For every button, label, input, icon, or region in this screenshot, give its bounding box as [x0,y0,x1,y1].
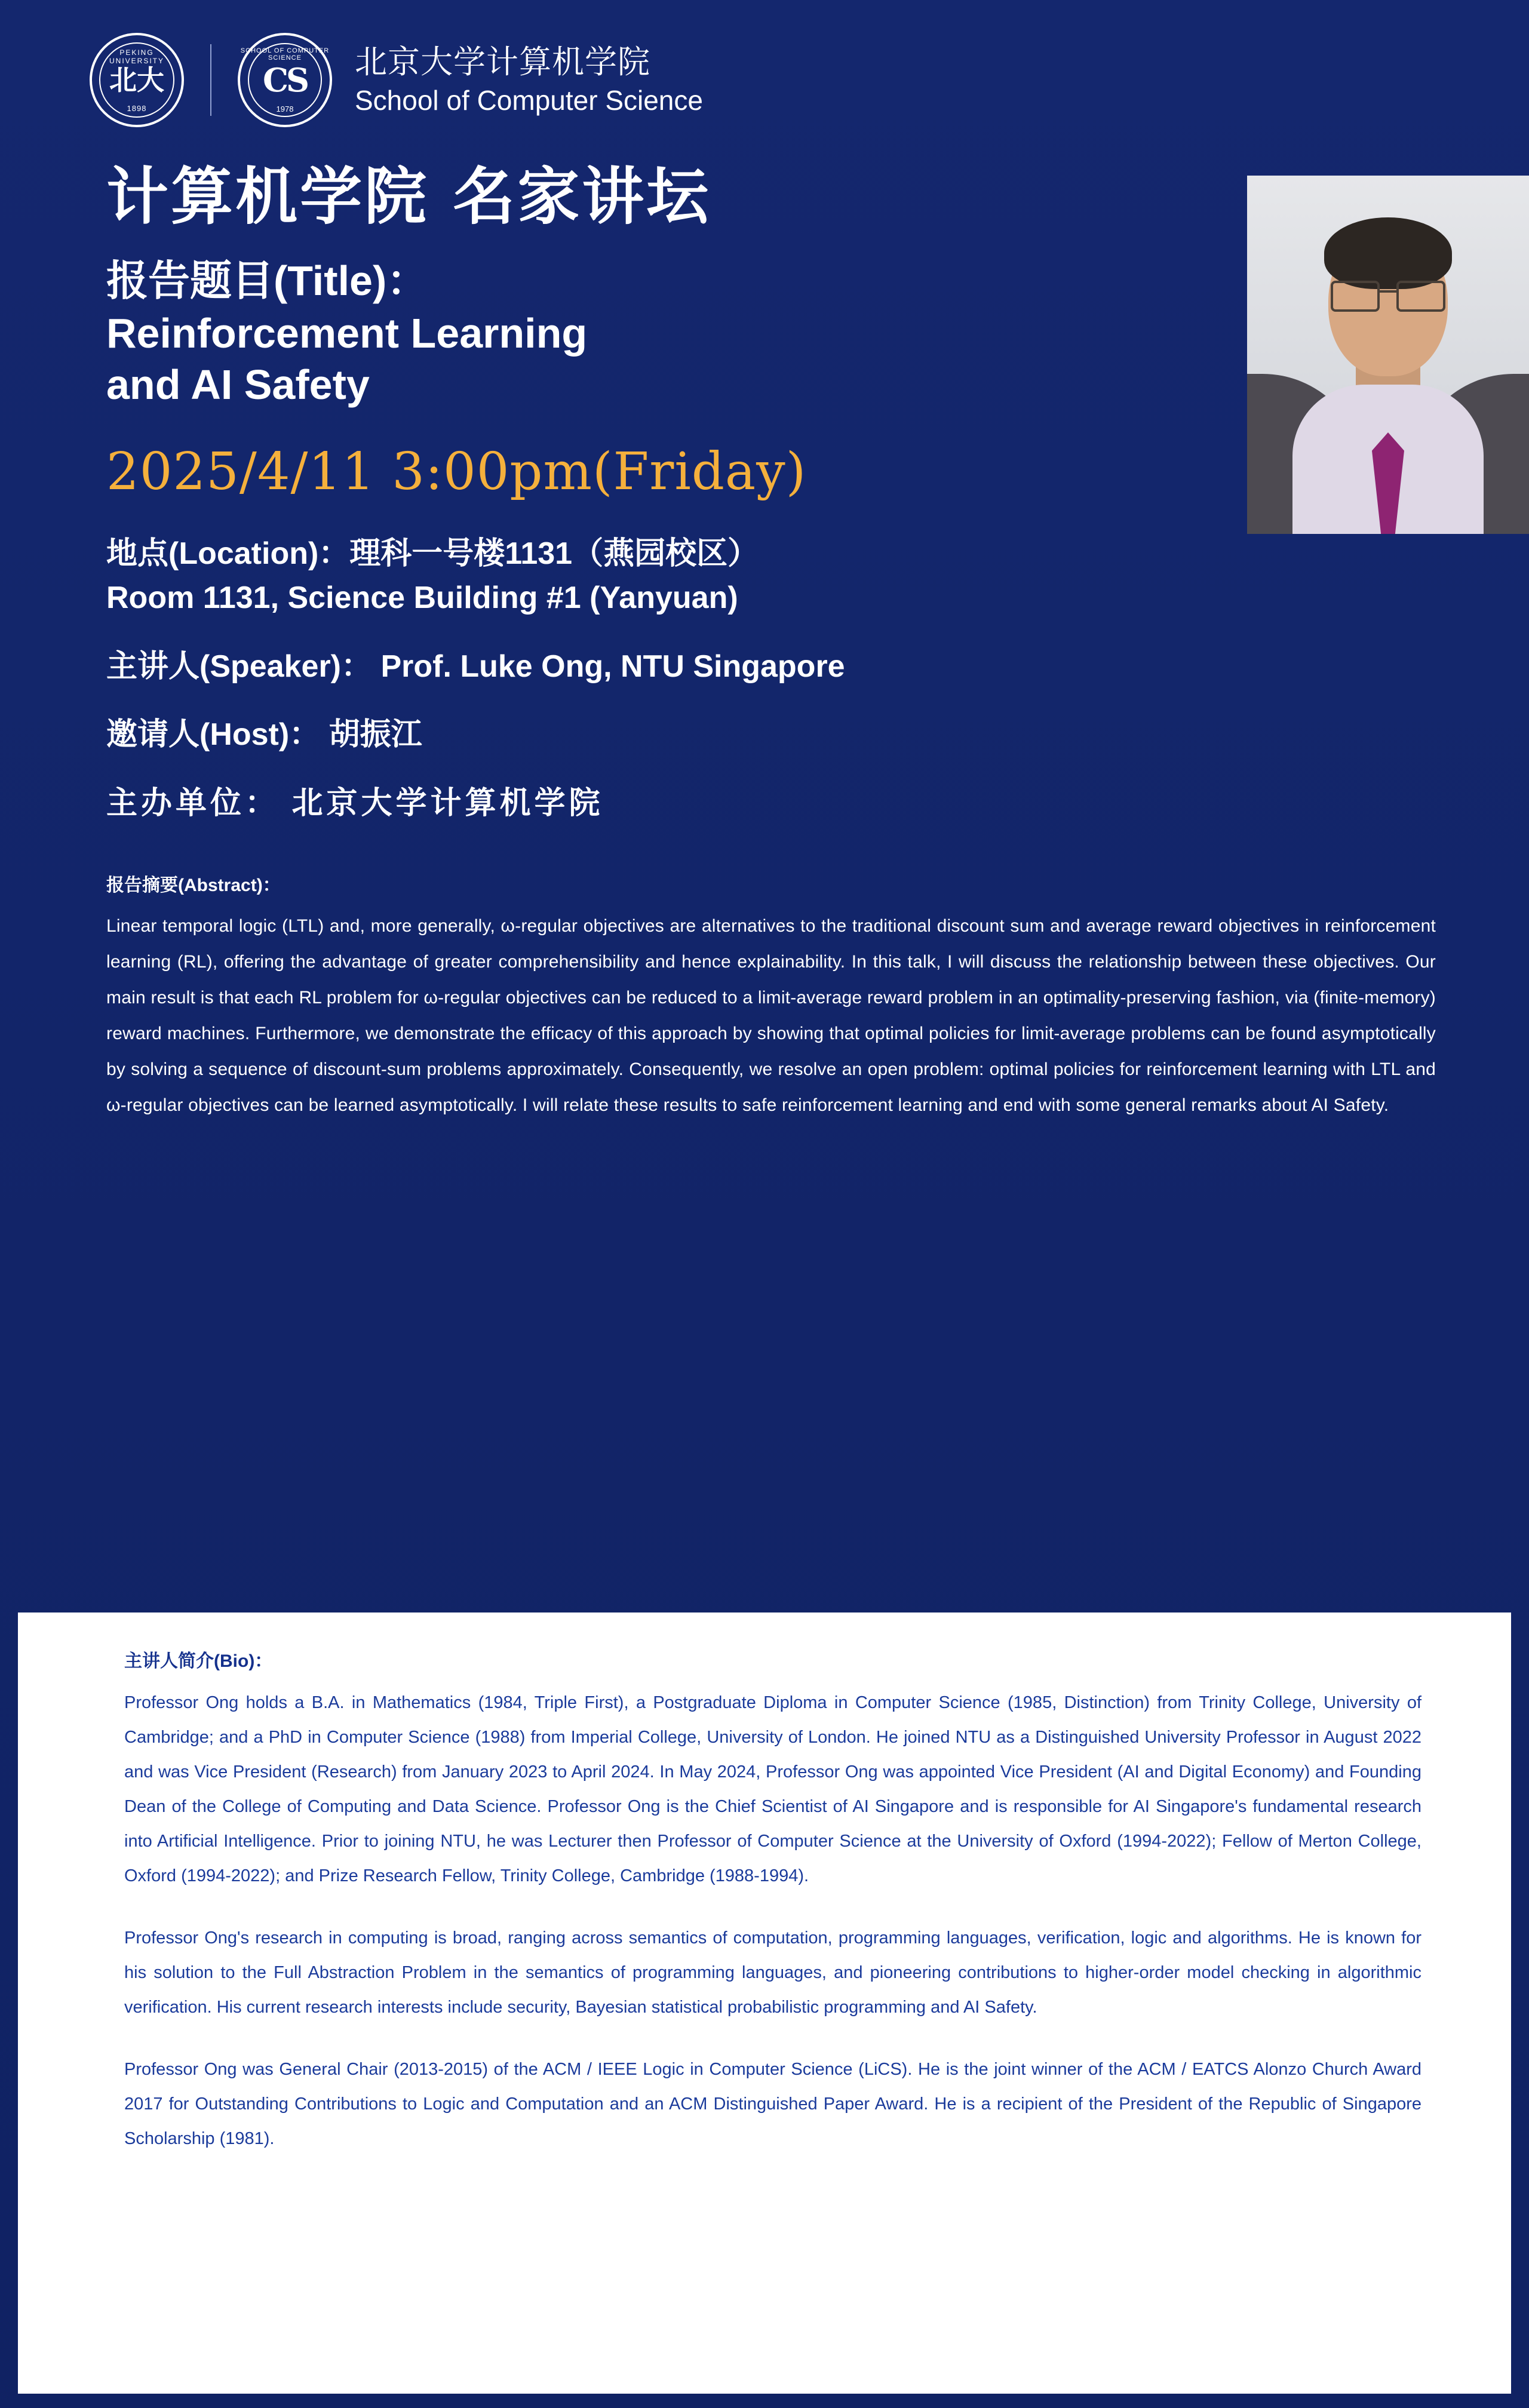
talk-location-en: Room 1131, Science Building #1 (Yanyuan) [106,580,738,616]
talk-location-cn: 地点(Location)：理科一号楼1131（燕园校区） [106,536,759,571]
glasses-lens-left [1331,281,1380,312]
talk-speaker: 主讲人(Speaker)： Prof. Luke Ong, NTU Singapore [106,649,845,684]
seal-glyph: 北大 [109,64,164,96]
speaker-portrait [1247,176,1529,534]
talk-title-line2: and AI Safety [106,361,370,408]
logo-divider [210,44,211,116]
poster-main [0,162,1529,824]
portrait-hair [1324,217,1452,289]
abstract-section [0,870,1529,1123]
peking-university-seal-icon [90,33,184,127]
seal-year: 1898 [127,104,147,113]
talk-title-label: 报告题目(Title)： [106,257,429,305]
talk-info-block [106,534,1439,824]
bio-panel [18,1612,1511,2394]
glasses-lens-right [1396,281,1445,312]
seal-top-text: PEKING UNIVERSITY [109,48,164,65]
glasses-bridge [1377,290,1399,293]
bio-paragraph: Professor Ong was General Chair (2013-2015) of the ACM / IEEE Logic in Computer Science (LiCS). He is the joint winner of the ACM / EATCS Alonzo Church Award 2017 for Outstanding Contributions to Logic and Computation and an ACM Distinguished Paper Award. He is a recipient of the President of the Republic of Singapore Scholarship (1981). [124,2060,1421,2148]
school-of-computer-science-seal-icon [238,33,332,127]
talk-organizer: 主办单位： 北京大学计算机学院 [106,785,604,821]
poster-header [0,0,1529,125]
forum-title: 计算机学院 名家讲坛 [106,160,711,233]
abstract-body: Linear temporal logic (LTL) and, more generally, ω-regular objectives are alternatives to the traditional discount sum and average reward objectives in reinforcement learning (RL), offering the advantage of greater comprehensibility and hence explainability. In this talk, I will discuss the relationship between these objectives. Our main result is that each RL problem for ω-regular objectives can be reduced to a limit-average reward problem in an optimality-preserving fashion, via (finite-memory) reward machines. Furthermore, we demonstrate the efficacy of this approach by showing that optimal policies for limit-average problems can be found asymptotically by solving a sequence of discount-sum problems approximately. Consequently, we resolve an open problem: optimal policies for reinforcement learning with LTL and ω-regular objectives can be learned asymptotically. I will relate these results to safe reinforcement learning and end with some general remarks about AI Safety. [106,916,1436,1115]
bio-heading: 主讲人简介(Bio)： [124,1651,273,1671]
cs-year: 1978 [276,105,294,113]
organization-name-en: School of Computer Science [355,84,703,116]
talk-title-block [106,256,1038,409]
bio-paragraph: Professor Ong holds a B.A. in Mathematics (1984, Triple First), a Postgraduate Diploma in Computer Science (1985, Distinction) from Trinity College, University of Cambridge; and a PhD in Computer Science (1988) from Imperial College, University of London. He joined NTU as a Distinguished University Professor in August 2022 and was Vice President (Research) from January 2023 to April 2024. In May 2024, Professor Ong was appointed Vice President (AI and Digital Economy) and Founding Dean of the College of Computing and Data Science. Professor Ong is the Chief Scientist of AI Singapore and is responsible for AI Singapore's fundamental research into Artificial Intelligence. Prior to joining NTU, he was Lecturer then Professor of Computer Science at the University of Oxford (1994-2022); Fellow of Merton College, Oxford (1994-2022); and Prize Research Fellow, Trinity College, Cambridge (1988-1994). [124,1693,1421,1885]
abstract-heading: 报告摘要(Abstract)： [106,875,281,895]
portrait-glasses [1330,281,1447,308]
cs-glyph: CS [263,61,307,99]
organization-names [355,44,703,116]
talk-datetime: 2025/4/11 3:00pm(Friday) [106,441,807,502]
cs-top-text: SCHOOL OF COMPUTER SCIENCE [240,47,330,62]
talk-title-line1: Reinforcement Learning [106,309,588,357]
talk-host: 邀请人(Host)： 胡振江 [106,717,422,752]
bio-paragraph: Professor Ong's research in computing is broad, ranging across semantics of computation, programming languages, verification, logic and algorithms. He is known for his solution to the Full Abstraction Problem in the semantics of programming languages, and pioneering contributions to higher-order model checking in algorithmic verification. His current research interests include security, Bayesian statistical probabilistic programming and AI Safety. [124,1928,1421,2017]
organization-name-cn: 北京大学计算机学院 [355,44,650,80]
